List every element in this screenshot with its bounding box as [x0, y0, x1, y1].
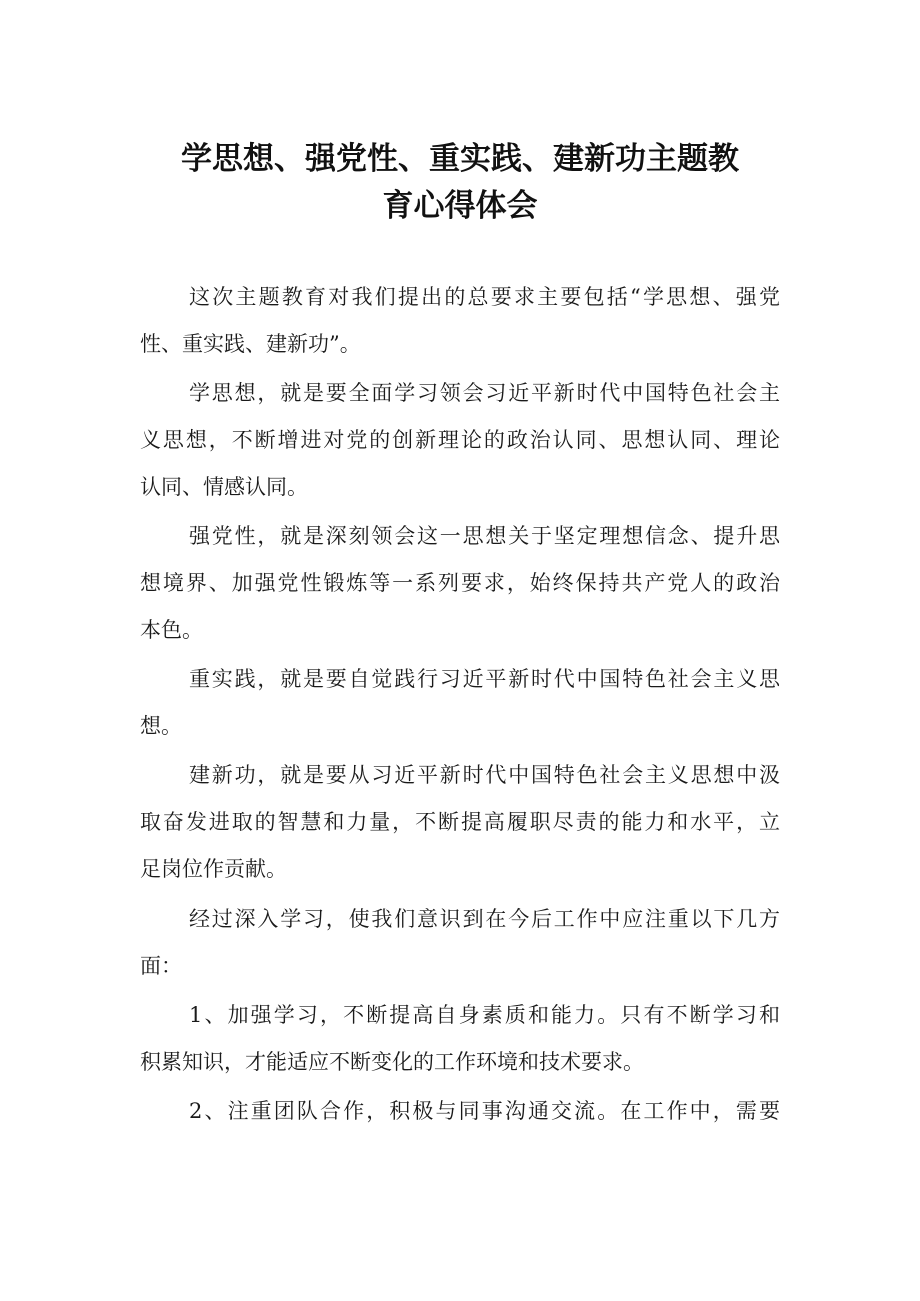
list-item-1-line-2: 积累知识，才能适应不断变化的工作环境和技术要求。 — [140, 1050, 644, 1074]
list-item-2-line-1: 2、注重团队合作，积极与同事沟通交流。在工作中，需要 — [189, 1099, 780, 1123]
paragraph-3-line-3: 本色。 — [140, 618, 203, 642]
paragraph-5-line-2: 取奋发进取的智慧和力量，不断提高履职尽责的能力和水平，立 — [140, 810, 780, 834]
list-item-1-line-1: 1、加强学习，不断提高自身素质和能力。只有不断学习和 — [189, 1003, 780, 1027]
paragraph-2-line-1: 学思想，就是要全面学习领会习近平新时代中国特色社会主 — [189, 381, 780, 405]
paragraph-3-line-2: 想境界、加强党性锻炼等一系列要求，始终保持共产党人的政治 — [140, 571, 780, 595]
paragraph-6-line-2: 面： — [140, 954, 182, 978]
document-title-line-2: 育心得体会 — [382, 188, 538, 224]
paragraph-1-line-1: 这次主题教育对我们提出的总要求主要包括“学思想、强党 — [189, 285, 780, 309]
paragraph-1-line-2: 性、重实践、建新功”。 — [140, 332, 361, 356]
paragraph-2-line-2: 义思想，不断增进对党的创新理论的政治认同、思想认同、理论 — [140, 428, 780, 452]
paragraph-5-line-1: 建新功，就是要从习近平新时代中国特色社会主义思想中汲 — [189, 763, 780, 787]
paragraph-6-line-1: 经过深入学习，使我们意识到在今后工作中应注重以下几方 — [189, 907, 780, 931]
paragraph-3-line-1: 强党性，就是深刻领会这一思想关于坚定理想信念、提升思 — [189, 524, 780, 548]
paragraph-4-line-2: 想。 — [140, 714, 182, 738]
paragraph-2-line-3: 认同、情感认同。 — [140, 475, 308, 499]
document-title-line-1: 学思想、强党性、重实践、建新功主题教 — [181, 141, 739, 177]
paragraph-4-line-1: 重实践，就是要自觉践行习近平新时代中国特色社会主义思 — [189, 667, 780, 691]
paragraph-5-line-3: 足岗位作贡献。 — [140, 857, 287, 881]
